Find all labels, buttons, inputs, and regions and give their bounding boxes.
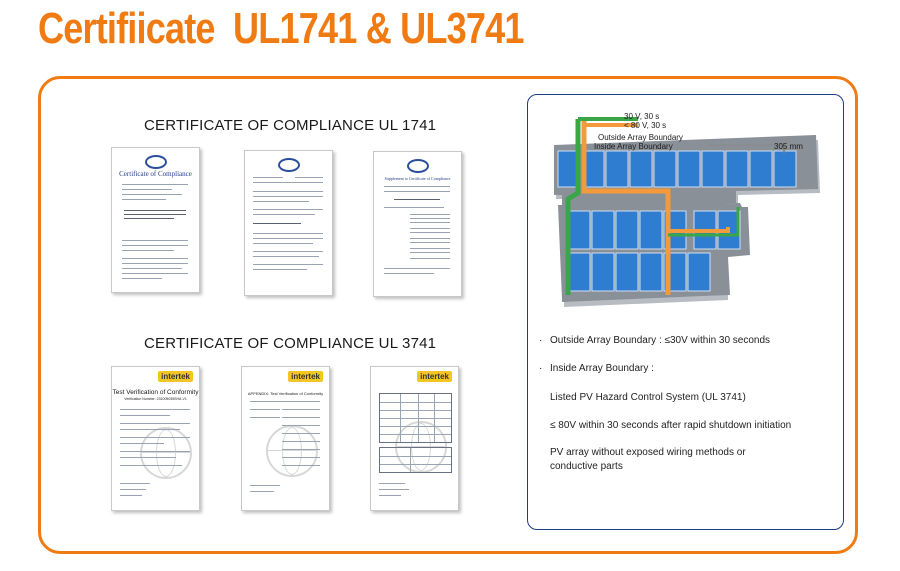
inside-boundary-label: Inside Array Boundary	[594, 142, 673, 151]
ul-logo-icon	[407, 159, 429, 173]
intertek-logo-icon: intertek	[158, 371, 193, 382]
ul1741-certificate-page-2[interactable]	[244, 150, 333, 296]
page-title: Certifiicate UL1741 & UL3741	[38, 4, 524, 53]
bullet-icon: ·	[539, 363, 543, 374]
ul-logo-icon	[278, 158, 300, 172]
note-inside-boundary: Inside Array Boundary :	[550, 363, 654, 374]
intertek-logo-icon: intertek	[288, 371, 323, 382]
ul3741-heading: CERTIFICATE OF COMPLIANCE UL 3741	[144, 335, 437, 352]
test-results-table	[379, 393, 452, 443]
distance-label: 305 mm	[774, 142, 803, 151]
note-array-line-1: PV array without exposed wiring methods or	[550, 447, 746, 458]
note-outside-boundary: Outside Array Boundary : ≤30V within 30 seconds	[550, 335, 771, 346]
voltage-outside-label: 30 V, 30 s	[624, 112, 660, 121]
voltage-inside-label: < 80 V, 30 s	[624, 121, 667, 130]
intertek-globe-watermark-icon	[140, 427, 192, 479]
intertek-logo-icon: intertek	[417, 371, 452, 382]
ul3741-appendix-page[interactable]	[241, 366, 330, 511]
ul1741-certificate-page-3[interactable]	[373, 151, 462, 297]
outside-boundary-label: Outside Array Boundary	[598, 133, 683, 142]
ul1741-heading: CERTIFICATE OF COMPLIANCE UL 1741	[144, 117, 437, 134]
ul3741-verification-number: Verification Number: 231005035SHA-V1	[124, 397, 187, 401]
ul1741-certificate-page-1[interactable]	[111, 147, 200, 293]
ul3741-test-table-page[interactable]	[370, 366, 459, 511]
ul1741-supplement-title: Supplement to Certificate of Compliance	[384, 176, 451, 181]
note-array-line-2: conductive parts	[550, 461, 623, 472]
summary-table	[379, 447, 452, 473]
ul-logo-icon	[145, 155, 167, 169]
note-voltage-limit: ≤ 80V within 30 seconds after rapid shutdown initiation	[550, 420, 792, 431]
pv-array-diagram-panel	[527, 94, 844, 530]
ul3741-appendix-title: APPENDIX: Test Verification of Conformity	[247, 391, 324, 396]
bullet-icon: ·	[539, 335, 543, 346]
ul3741-verification-page-1[interactable]	[111, 366, 200, 511]
ul3741-verification-title: Test Verification of Conformity	[112, 389, 199, 396]
ul1741-certificate-title: Certificate of Compliance	[119, 170, 192, 178]
note-hazard-control-system: Listed PV Hazard Control System (UL 3741)	[550, 392, 746, 403]
